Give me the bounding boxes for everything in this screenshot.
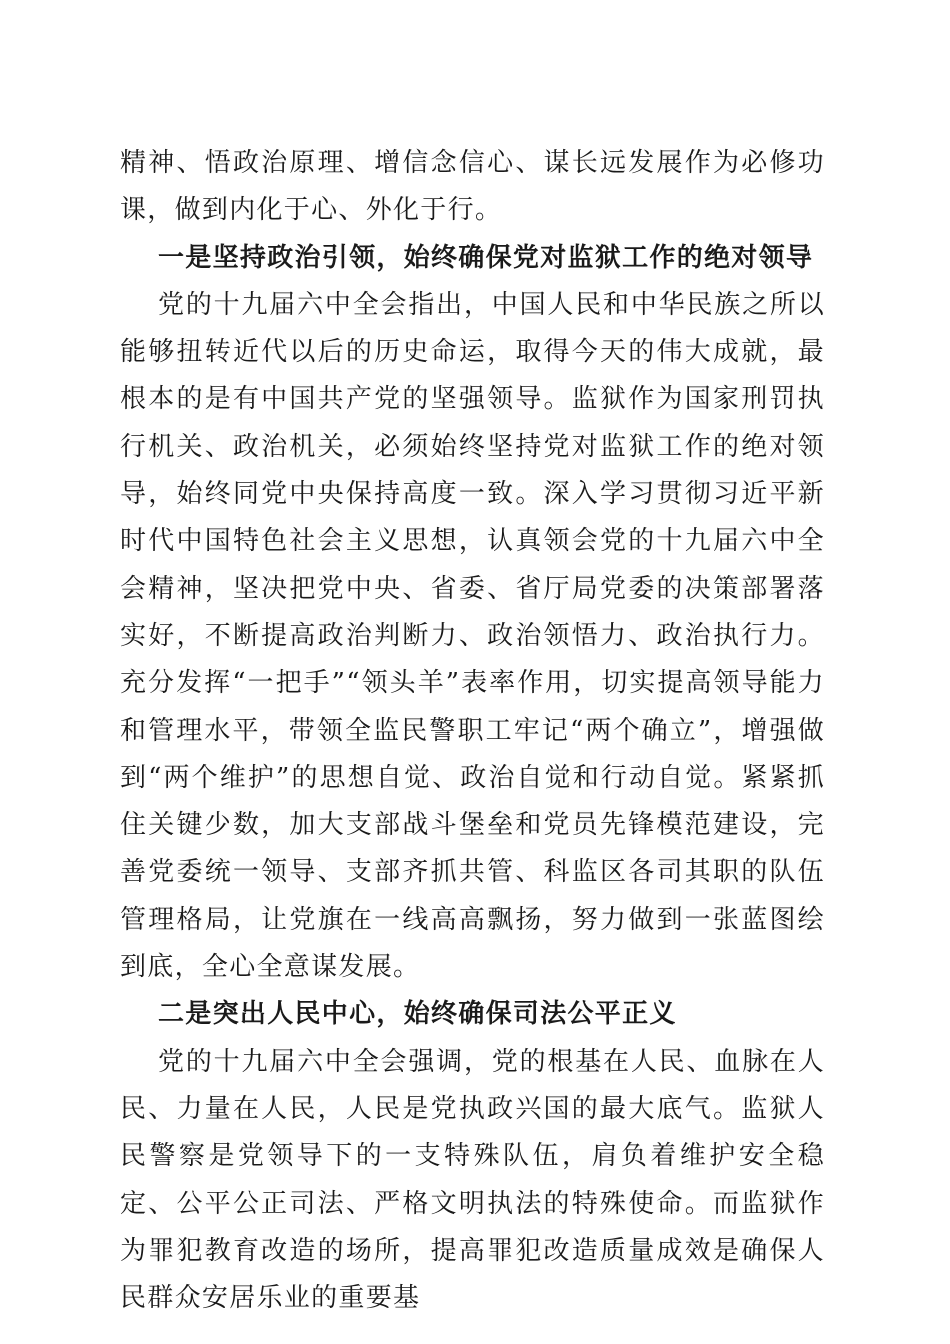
paragraph-people-centered: 党的十九届六中全会强调，党的根基在人民、血脉在人民、力量在人民，人民是党执政兴国的最大底气。监狱人民警察是党领导下的一支特殊队伍，肩负着维护安全稳定、公平公正司法、严格文明执法的特殊使命。而监狱作为罪犯教育改造的场所，提高罪犯改造质量成效是确保人民群众安居乐业的重要基 bbox=[120, 1046, 825, 1314]
paragraph-political-leadership: 党的十九届六中全会指出，中国人民和中华民族之所以能够扭转近代以后的历史命运，取得今天的伟大成就，最根本的是有中国共产党的坚强领导。监狱作为国家刑罚执行机关、政治机关，必须始终坚持党对监狱工作的绝对领导，始终同党中央保持高度一致。深入学习贯彻习近平新时代中国特色社会主义思想，认真领会党的十九届六中全会精神，坚决把党中央、省委、省厅局党委的决策部署落实好，不断提高政治判断力、政治领悟力、政治执行力。充分发挥“一把手”“领头羊”表率作用，切实提高领导能力和管理水平，带领全监民警职工牢记“两个确立”，增强做到“两个维护”的思想自觉、政治自觉和行动自觉。紧紧抓住关键少数，加大支部战斗堡垒和党员先锋模范建设，完善党委统一领导、支部齐抓共管、科监区各司其职的队伍管理格局，让党旗在一线高高飘扬，努力做到一张蓝图绘到底，全心全意谋发展。 bbox=[120, 289, 825, 983]
section-heading-political-leadership: 一是坚持政治引领，始终确保党对监狱工作的绝对领导 bbox=[158, 242, 814, 273]
document-body bbox=[120, 140, 825, 1322]
paragraph-intro-continuation: 精神、悟政治原理、增信念信心、谋长远发展作为必修功课，做到内化于心、外化于行。 bbox=[120, 148, 825, 226]
section-heading-people-centered: 二是突出人民中心，始终确保司法公平正义 bbox=[158, 999, 677, 1030]
